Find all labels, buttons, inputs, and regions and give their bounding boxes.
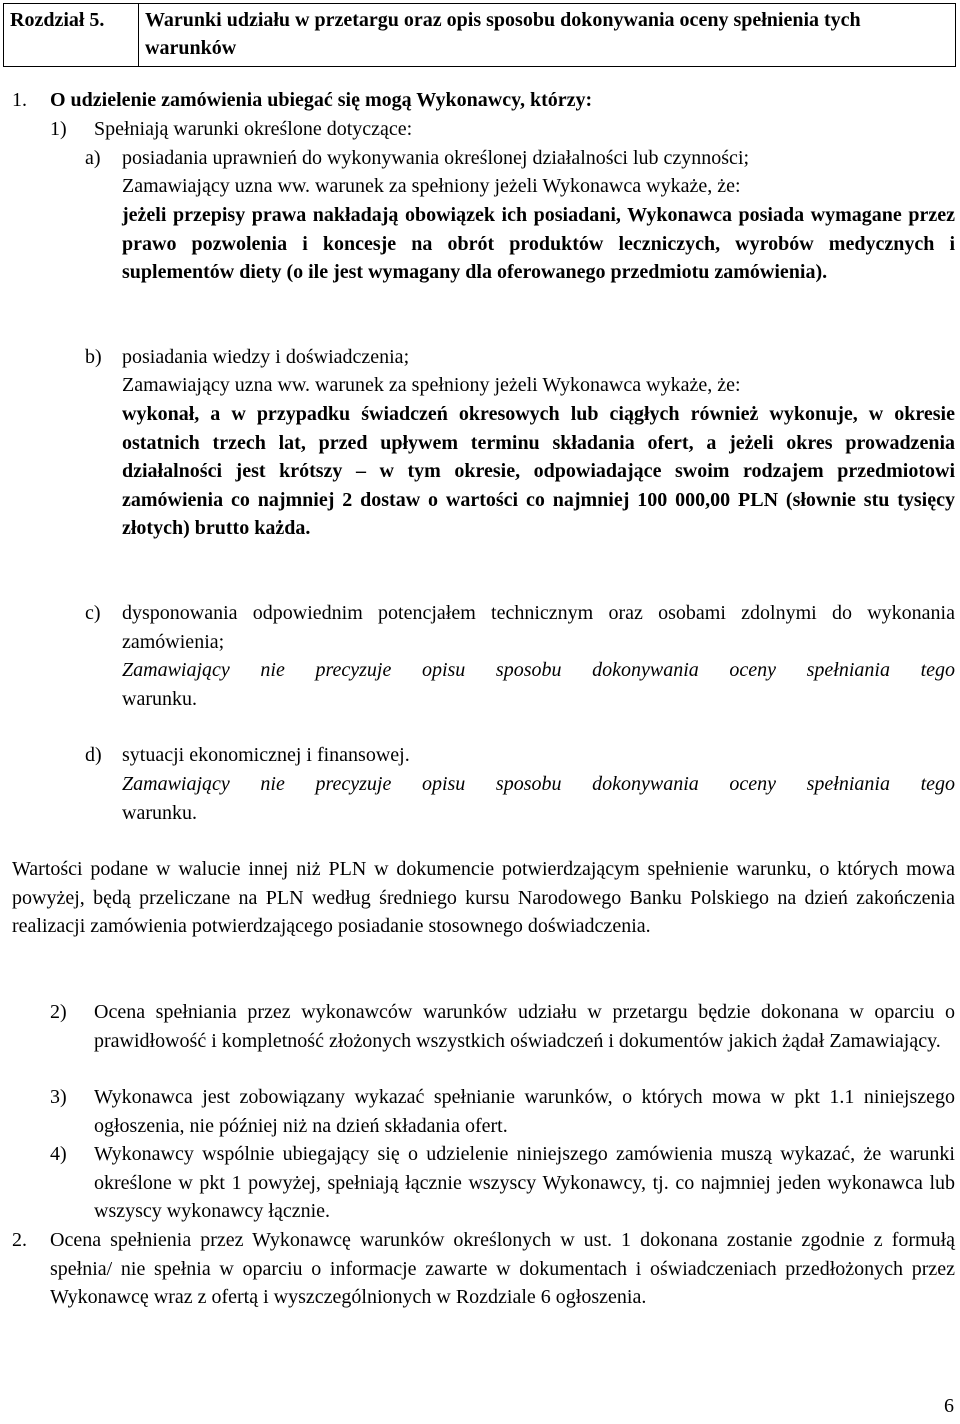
item-d-letter: d) [85, 744, 102, 766]
section1-heading: O udzielenie zamówienia ubiegać się mogą Wykonawcy, którzy: [50, 89, 593, 111]
item-b-text: posiadania wiedzy i doświadczenia; [122, 346, 410, 368]
item1-number: 1) [50, 118, 67, 140]
item4-number: 4) [50, 1143, 67, 1165]
item-c-note: Zamawiający nie precyzuje opisu sposobu dokonywania oceny spełniania tego [122, 659, 955, 681]
item-a-requirement: jeżeli przepisy prawa nakładają obowiązek ich posiadani, Wykonawca posiada wymagane przez prawo pozwolenia i koncesje na obrót produktów leczniczych, wyrobów medycznych i suplementów diety (o ile jest wymagany dla oferowanego przedmiotu zamówienia). [122, 204, 955, 283]
chapter-header-table [3, 3, 956, 67]
page-number: 6 [944, 1395, 954, 1417]
currency-paragraph: Wartości podane w walucie innej niż PLN w dokumencie potwierdzającym spełnienie warunku, o których mowa powyżej, będą przeliczane na PLN według średniego kursu Narodowego Banku Polskiego na dzień zakończenia realizacji zamówienia potwierdzającego posiadanie stosownego doświadczenia. [12, 858, 955, 937]
section1-number: 1. [12, 89, 27, 111]
item2-text: Ocena spełniania przez wykonawców warunków udziału w przetargu będzie dokonana w oparciu o prawidłowość i kompletność złożonych wszystkich oświadczeń i dokumentów jakich żądał Zamawiający. [94, 1001, 955, 1052]
item1-text: Spełniają warunki określone dotyczące: [94, 118, 413, 140]
item-d-note-end: warunku. [122, 802, 197, 824]
item-c-text: dysponowania odpowiednim potencjałem technicznym oraz osobami zdolnymi do wykonania zamówienia; [122, 602, 955, 653]
item-b-letter: b) [85, 346, 102, 368]
section2-number: 2. [12, 1229, 27, 1251]
item-c-letter: c) [85, 602, 101, 624]
item4-text: Wykonawcy wspólnie ubiegający się o udzielenie niniejszego zamówienia muszą wykazać, że warunki określone w pkt 1 powyżej, spełniają łącznie wszyscy Wykonawcy, tj. co najmniej jeden wykonawca lub wszyscy wykonawcy łącznie. [94, 1143, 955, 1222]
item-a-letter: a) [85, 147, 101, 169]
item2-number: 2) [50, 1001, 67, 1023]
item-d-text: sytuacji ekonomicznej i finansowej. [122, 744, 410, 766]
item-b-requirement: wykonał, a w przypadku świadczeń okresowych lub ciągłych również wykonuje, w okresie ostatnich trzech lat, przed upływem terminu składania ofert, a jeżeli okres prowadzenia działalności jest krótszy – w tym okresie, odpowiadające swoim rodzajem przedmiotowi zamówienia co najmniej 2 dostaw o wartości co najmniej 100 000,00 PLN (słownie stu tysięcy złotych) brutto każda. [122, 403, 955, 539]
item-c-note-end: warunku. [122, 688, 197, 710]
item-a-text: posiadania uprawnień do wykonywania określonej działalności lub czynności; [122, 147, 750, 169]
item-a-condition: Zamawiający uzna ww. warunek za spełniony jeżeli Wykonawca wykaże, że: [122, 175, 741, 197]
item-b-condition: Zamawiający uzna ww. warunek za spełniony jeżeli Wykonawca wykaże, że: [122, 374, 741, 396]
section2-text: Ocena spełnienia przez Wykonawcę warunków określonych w ust. 1 dokonana zostanie zgodnie z formułą spełnia/ nie spełnia w oparciu o informacje zawarte w dokumentach i oświadczeniach przedłożonych przez Wykonawcę wraz z ofertą i wyszczególnionych w Rozdziale 6 ogłoszenia. [50, 1229, 955, 1308]
item-d-note: Zamawiający nie precyzuje opisu sposobu dokonywania oceny spełniania tego [122, 773, 955, 795]
item3-number: 3) [50, 1086, 67, 1108]
chapter-title: Warunki udziału w przetargu oraz opis sposobu dokonywania oceny spełnienia tych warunków [139, 4, 956, 67]
item3-text: Wykonawca jest zobowiązany wykazać spełnianie warunków, o których mowa w pkt 1.1 niniejszego ogłoszenia, nie później niż na dzień składania ofert. [94, 1086, 955, 1137]
chapter-number: Rozdział 5. [4, 4, 139, 67]
